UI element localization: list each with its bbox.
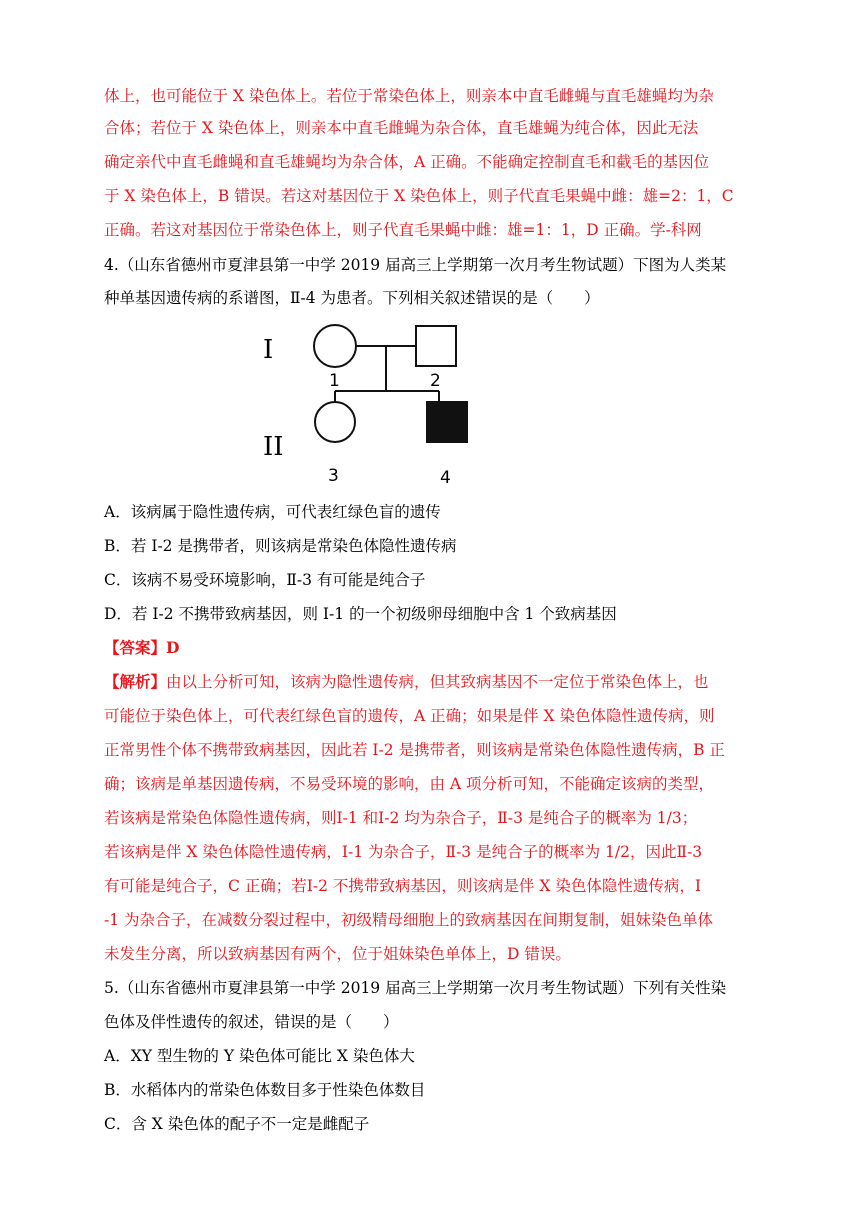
- q5-option-a: A．XY 型生物的 Y 染色体可能比 X 染色体大: [104, 1047, 415, 1065]
- individual-label-1: 1: [329, 371, 340, 391]
- prev-explanation-line-4: 于 X 染色体上，B 错误。若这对基因位于 X 染色体上，则子代直毛果蝇中雌：雄=2：1，C: [104, 187, 734, 205]
- individual-ii-3-female: [315, 402, 355, 442]
- q5-option-c: C．含 X 染色体的配子不一定是雌配子: [104, 1115, 370, 1133]
- q4-analysis-line-5: 若该病是常染色体隐性遗传病，则Ⅰ-1 和Ⅰ-2 均为杂合子，Ⅱ-3 是纯合子的概率为 1/3；: [104, 809, 698, 827]
- individual-label-2: 2: [430, 371, 441, 391]
- q4-stem-line-2: 种单基因遗传病的系谱图，Ⅱ-4 为患者。下列相关叙述错误的是（ ）: [104, 289, 600, 307]
- individual-label-4: 4: [440, 468, 451, 488]
- q5-stem-line-1: 5.（山东省德州市夏津县第一中学 2019 届高三上学期第一次月考生物试题）下列有关性染: [104, 979, 727, 997]
- q4-analysis-line-3: 正常男性个体不携带致病基因，因此若 I-2 是携带者，则该病是常染色体隐性遗传病，B 正: [104, 741, 725, 759]
- pedigree-diagram: [255, 316, 485, 496]
- q4-analysis-line-4: 确；该病是单基因遗传病，不易受环境的影响，由 A 项分析可知，不能确定该病的类型，: [104, 775, 715, 793]
- generation-label-i: I: [263, 335, 274, 365]
- prev-explanation-line-5: 正确。若这对基因位于常染色体上，则子代直毛果蝇中雌：雄=1：1，D 正确。学-科网: [104, 221, 702, 239]
- q4-analysis-line-7: 有可能是纯合子，C 正确；若Ⅰ-2 不携带致病基因，则该病是伴 X 染色体隐性遗传病，Ⅰ: [104, 877, 701, 895]
- q4-analysis-line-2: 可能位于染色体上，可代表红绿色盲的遗传，A 正确；如果是伴 X 染色体隐性遗传病，则: [104, 707, 715, 725]
- analysis-tag: 【解析】: [104, 672, 167, 691]
- q5-stem-line-2: 色体及伴性遗传的叙述，错误的是（ ）: [104, 1013, 399, 1031]
- generation-label-ii: II: [263, 432, 284, 462]
- individual-i-2-male: [416, 326, 456, 366]
- q4-stem-line-1: 4.（山东省德州市夏津县第一中学 2019 届高三上学期第一次月考生物试题）下图为人类某: [104, 256, 727, 274]
- individual-ii-4-affected-male: [427, 402, 467, 442]
- q4-analysis-line-1: [104, 672, 804, 692]
- q4-analysis-line-6: 若该病是伴 X 染色体隐性遗传病，Ⅰ-1 为杂合子，Ⅱ-3 是纯合子的概率为 1/2，因此Ⅱ-3: [104, 843, 703, 861]
- q4-analysis-line-9: 未发生分离，所以致病基因有两个，位于姐妹染色单体上，D 错误。: [104, 945, 571, 963]
- q4-option-b: B．若 I-2 是携带者，则该病是常染色体隐性遗传病: [104, 537, 457, 555]
- q4-option-d: D．若 I-2 不携带致病基因，则 I-1 的一个初级卵母细胞中含 1 个致病基因: [104, 605, 617, 623]
- individual-label-3: 3: [328, 466, 339, 486]
- q4-analysis-line-8: -1 为杂合子，在减数分裂过程中，初级精母细胞上的致病基因在间期复制，姐妹染色单体: [104, 911, 714, 929]
- prev-explanation-line-2: 合体；若位于 X 染色体上，则亲本中直毛雌蝇为杂合体，直毛雄蝇为纯合体，因此无法: [104, 119, 699, 137]
- prev-explanation-line-1: 体上，也可能位于 X 染色体上。若位于常染色体上，则亲本中直毛雌蝇与直毛雄蝇均为杂: [104, 87, 714, 105]
- q4-answer: 【答案】D: [104, 638, 180, 657]
- analysis-text: 由以上分析可知，该病为隐性遗传病，但其致病基因不一定位于常染色体上，也: [166, 673, 709, 691]
- q5-option-b: B．水稻体内的常染色体数目多于性染色体数目: [104, 1081, 426, 1099]
- prev-explanation-line-3: 确定亲代中直毛雌蝇和直毛雄蝇均为杂合体，A 正确。不能确定控制直毛和截毛的基因位: [104, 153, 710, 171]
- individual-i-1-female: [314, 325, 356, 367]
- q4-option-a: A．该病属于隐性遗传病，可代表红绿色盲的遗传: [104, 503, 441, 521]
- q4-option-c: C．该病不易受环境影响，Ⅱ-3 有可能是纯合子: [104, 571, 426, 589]
